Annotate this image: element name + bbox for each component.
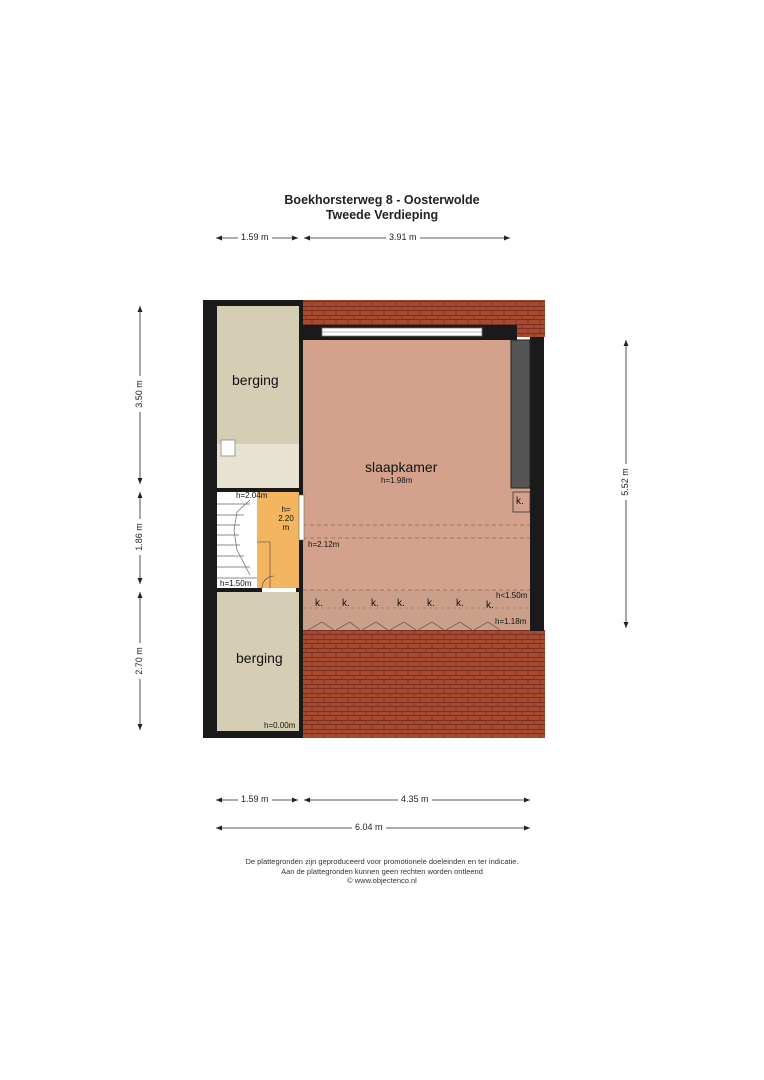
berging-bottom-height: h=0.00m [264, 721, 296, 730]
room-berging-top: berging [232, 372, 279, 388]
closet-label-7: k. [486, 600, 494, 611]
closet-label-6: k. [456, 598, 464, 609]
closet-label-1: k. [315, 598, 323, 609]
plan-address: Boekhorsterweg 8 - Oosterwolde [284, 193, 480, 207]
bedroom-right-wall [530, 337, 544, 631]
landing-height-prefix: h= [281, 505, 291, 514]
dim-total-width: 6.04 m [352, 822, 386, 832]
room-slaapkamer: slaapkamer [365, 459, 438, 475]
closet-label-5: k. [427, 598, 435, 609]
landing-height-value: 2.20 [278, 514, 294, 523]
dim-bottom-left: 1.59 m [238, 794, 272, 804]
landing-height-unit: m [282, 523, 290, 532]
slaapkamer-height: h=1.98m [381, 476, 413, 485]
closet-right-label: k. [516, 496, 524, 507]
bedroom-floor [303, 340, 530, 630]
dim-bottom-right: 4.35 m [398, 794, 432, 804]
landing-height [276, 505, 296, 532]
wardrobe-right [511, 340, 530, 488]
closet-label-4: k. [397, 598, 405, 609]
closet-label-3: k. [371, 598, 379, 609]
dim-top-left: 1.59 m [238, 232, 272, 242]
door-to-bedroom [299, 495, 304, 540]
bedroom-min-height: h=1.18m [495, 617, 527, 626]
staircase [217, 492, 257, 588]
closet-label-2: k. [342, 598, 350, 609]
dim-left-middle: 1.86 m [134, 519, 144, 555]
dim-top-right: 3.91 m [386, 232, 420, 242]
bedroom-mid-height: h=2.12m [308, 540, 340, 549]
plan-floor-name: Tweede Verdieping [325, 208, 439, 222]
dim-right-height: 5.52 m [620, 464, 630, 500]
sink-icon [221, 440, 235, 456]
room-berging-bottom: berging [236, 650, 283, 666]
footer-line-2: Aan de plattegronden kunnen geen rechten worden ontleend [281, 866, 483, 876]
footer-disclaimer [0, 857, 764, 886]
roof-tiles-bottom [302, 630, 545, 738]
footer-line-1: De plattegronden zijn geproduceerd voor promotionele doeleinden en ter indicatie. [245, 857, 519, 866]
footer-copyright: © www.objectenco.nl [347, 876, 417, 885]
stair-bottom-height: h=1.50m [220, 579, 252, 588]
dim-left-bottom: 2.70 m [134, 643, 144, 679]
dim-left-top: 3.50 m [134, 376, 144, 412]
bedroom-low-height: h<1.50m [496, 591, 528, 600]
stair-top-height: h=2.04m [236, 491, 268, 500]
